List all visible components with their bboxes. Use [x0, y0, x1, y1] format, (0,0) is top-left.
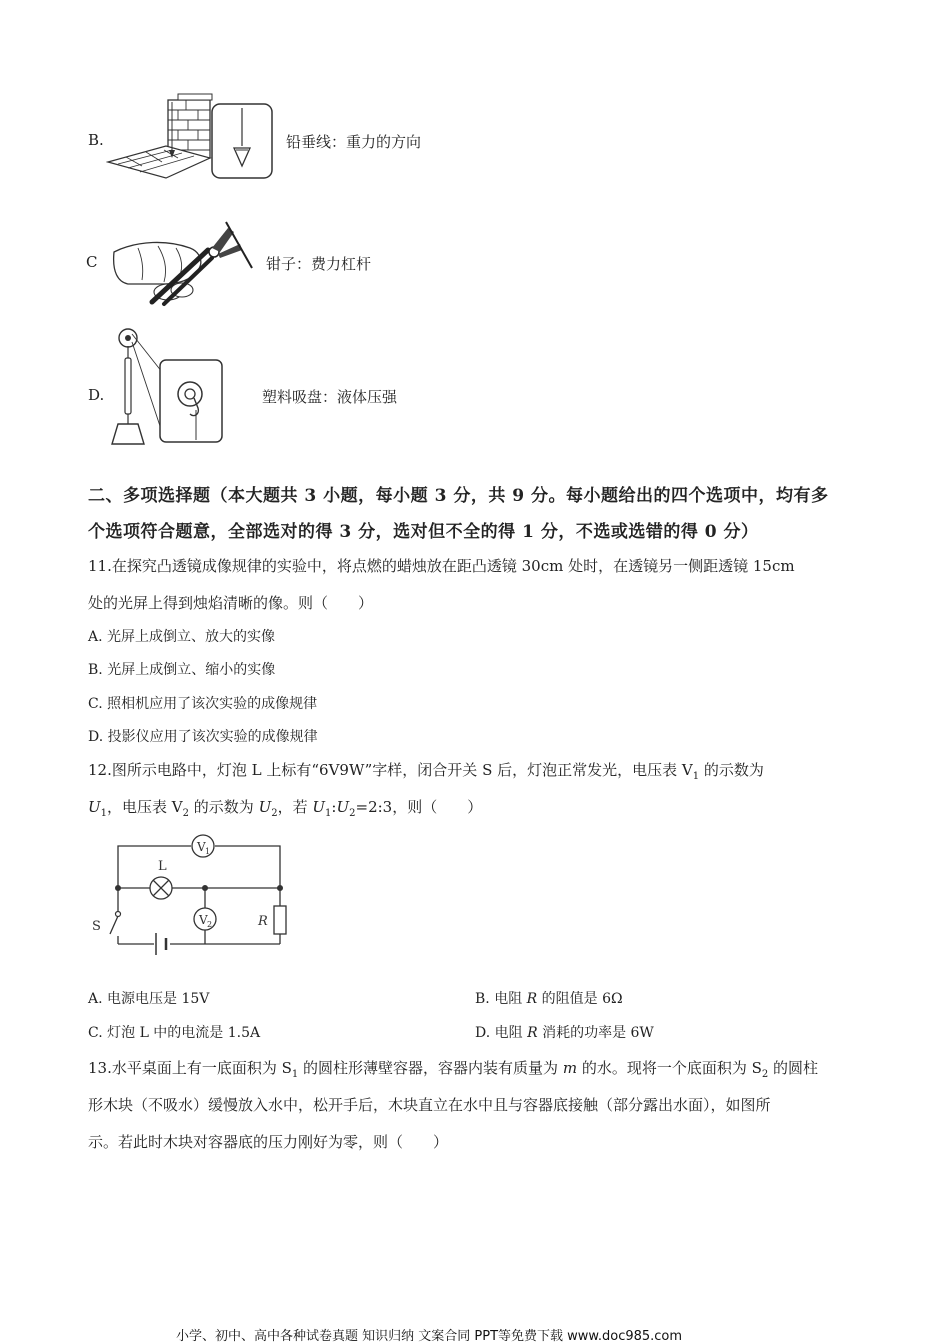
q11-choice-a: A. 光屏上成倒立、放大的实像	[88, 629, 276, 645]
circuit-diagram	[88, 832, 298, 968]
option-c-caption: 钳子：费力杠杆	[266, 255, 372, 273]
lamp-label: L	[158, 859, 167, 874]
junction-node-mid	[202, 885, 208, 891]
option-c-letter: C	[86, 253, 98, 271]
q11-choice-b: B. 光屏上成倒立、缩小的实像	[88, 662, 276, 678]
q11-choice-d: D. 投影仪应用了该次实验的成像规律	[88, 729, 318, 745]
v1-sub-label: 1	[205, 847, 211, 856]
footer-text: 小学、初中、高中各种试卷真题 知识归纳 文案合同 PPT等免费下载 www.doc985.com	[176, 1329, 683, 1344]
q12-choice-b: B. 电阻 R 的阻值是 6Ω	[475, 991, 623, 1007]
q12-stem-line1: 12.图所示电路中，灯泡 L 上标有“6V9W”字样，闭合开关 S 后，灯泡正常发光，电压表 $V_1$ 的示数为	[88, 761, 764, 782]
v2-label: V	[199, 913, 208, 927]
section2-heading-line1: 二、多项选择题（本大题共 3 小题，每小题 3 分，共 9 分。每小题给出的四个选项中，均有多	[88, 486, 829, 506]
q11-stem-line2: 处的光屏上得到烛焰清晰的像。则（ ）	[88, 594, 374, 612]
q12-stem-line2: $U_1$，电压表 $V_2$ 的示数为 $U_2$，若 $U_1:U_2=2:3$，则（ ）	[88, 798, 483, 819]
q13-stem-line1: 13.水平桌面上有一底面积为 $S_1$ 的圆柱形薄壁容器，容器内装有质量为 m 的水。现将一个底面积为 $S_2$ 的圆柱	[88, 1059, 819, 1080]
junction-node-right	[277, 885, 283, 891]
suction-cup-hook-icon	[110, 322, 260, 452]
q11-choice-c: C. 照相机应用了该次实验的成像规律	[88, 696, 318, 712]
q11-stem-line1: 11.在探究凸透镜成像规律的实验中，将点燃的蜡烛放在距凸透镜 30cm 处时，在透镜另一侧距透镜 15cm	[88, 557, 795, 575]
junction-node-left	[115, 885, 121, 891]
q13-stem-line2: 形木块（不吸水）缓慢放入水中，松开手后，木块直立在水中且与容器底接触（部分露出水面），如图所	[88, 1096, 771, 1114]
q12-choice-d: D. 电阻 R 消耗的功率是 6W	[475, 1025, 654, 1041]
resistor-label: R	[258, 914, 268, 929]
resistor-icon	[274, 906, 286, 934]
v1-label: V	[197, 840, 206, 854]
option-d-caption: 塑料吸盘：液体压强	[262, 388, 398, 406]
pliers-hand-icon	[108, 218, 268, 308]
q12-choice-a: A. 电源电压是 15V	[88, 991, 210, 1007]
v2-sub-label: 2	[207, 920, 213, 929]
option-b-letter: B.	[88, 131, 104, 149]
q12-choice-c: C. 灯泡 L 中的电流是 1.5A	[88, 1025, 261, 1041]
plumb-line-wall-icon	[106, 92, 276, 184]
option-d-letter: D.	[88, 386, 105, 404]
q13-stem-line3: 示。若此时木块对容器底的压力刚好为零，则（ ）	[88, 1133, 449, 1151]
option-b-caption: 铅垂线：重力的方向	[286, 133, 422, 151]
switch-label: S	[92, 919, 101, 934]
section2-heading-line2: 个选项符合题意，全部选对的得 3 分，选对但不全的得 1 分，不选或选错的得 0 分）	[88, 522, 759, 542]
